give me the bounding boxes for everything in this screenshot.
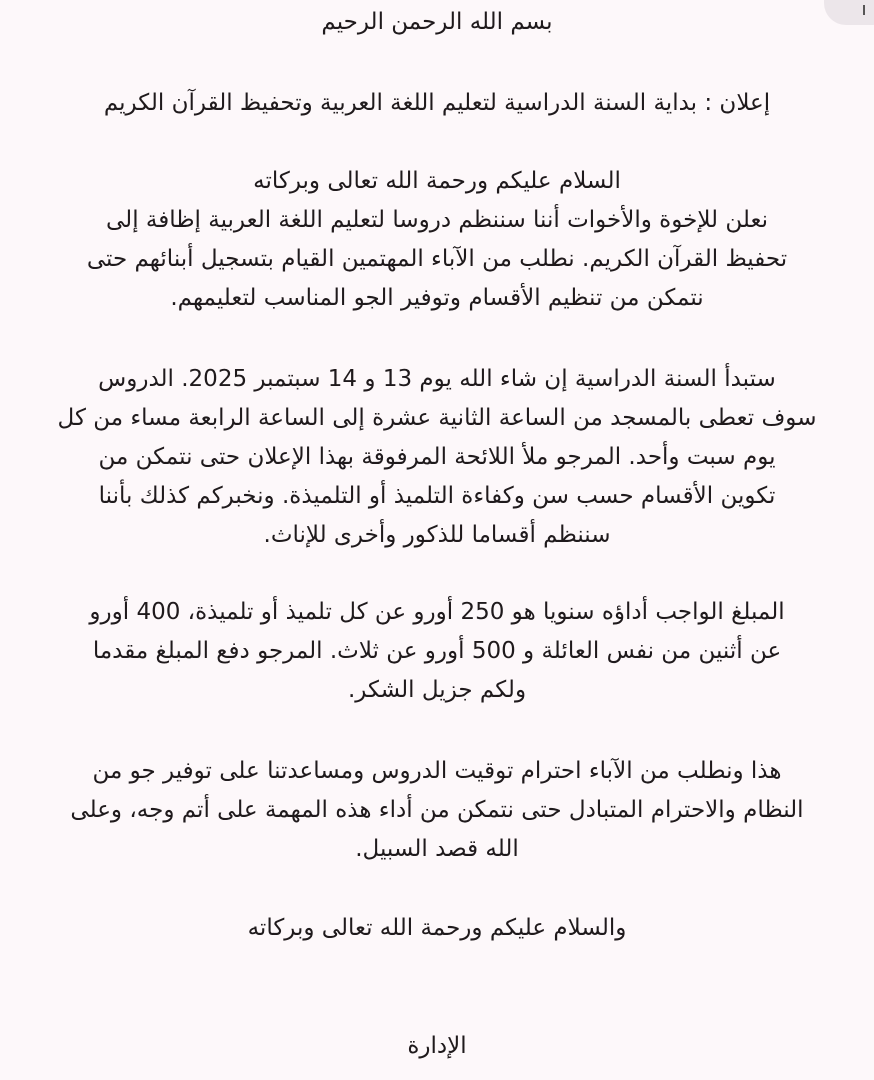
- paragraph-conduct: [0, 752, 874, 869]
- signature: الإدارة: [407, 1033, 467, 1059]
- paragraph-line: هذا ونطلب من الآباء احترام توقيت الدروس ومساعدتنا على توفير جو من: [92, 758, 782, 784]
- paragraph-line: نعلن للإخوة والأخوات أننا سننظم دروسا لتعليم اللغة العربية إظافة إلى: [106, 207, 768, 233]
- paragraph-line: الله قصد السبيل.: [355, 836, 519, 862]
- paragraph-line: السلام عليكم ورحمة الله تعالى وبركاته: [253, 168, 621, 194]
- paragraph-line: تكوين الأقسام حسب سن وكفاءة التلميذ أو التلميذة. ونخبركم كذلك بأننا: [98, 483, 776, 509]
- paragraph-line: يوم سبت وأحد. المرجو ملأ اللائحة المرفوقة بهذا الإعلان حتى نتمكن من: [98, 444, 776, 470]
- paragraph-line: نتمكن من تنظيم الأقسام وتوفير الجو المناسب لتعليمهم.: [170, 285, 704, 311]
- paragraph-greeting-intro: [0, 162, 874, 318]
- paragraph-line: عن أثنين من نفس العائلة و 500 أورو عن ثلاث. المرجو دفع المبلغ مقدما: [92, 638, 782, 664]
- paragraph-line: ولكم جزيل الشكر.: [347, 677, 527, 703]
- paragraph-line: المبلغ الواجب أداؤه سنويا هو 250 أورو عن كل تلميذ أو تلميذة، 400 أورو: [89, 599, 785, 625]
- partial-button-icon: ı: [861, 0, 867, 20]
- paragraph-line: تحفيظ القرآن الكريم. نطلب من الآباء المهتمين القيام بتسجيل أبنائهم حتى: [86, 246, 788, 272]
- closing-greeting: والسلام عليكم ورحمة الله تعالى وبركاته: [247, 915, 627, 941]
- paragraph-line: ستبدأ السنة الدراسية إن شاء الله يوم 13 و 14 سبتمبر 2025. الدروس: [98, 366, 776, 392]
- paragraph-line: سوف تعطى بالمسجد من الساعة الثانية عشرة إلى الساعة الرابعة مساء من كل: [57, 405, 817, 431]
- paragraph-line: سننظم أقساما للذكور وأخرى للإناث.: [263, 522, 611, 548]
- announcement-title: إعلان : بداية السنة الدراسية لتعليم اللغة العربية وتحفيظ القرآن الكريم: [103, 90, 771, 116]
- paragraph-fees: [0, 593, 874, 710]
- paragraph-schedule: [0, 360, 874, 555]
- paragraph-line: النظام والاحترام المتبادل حتى نتمكن من أداء هذه المهمة على أتم وجه، وعلى: [70, 797, 804, 823]
- basmala: بسم الله الرحمن الرحيم: [321, 9, 553, 35]
